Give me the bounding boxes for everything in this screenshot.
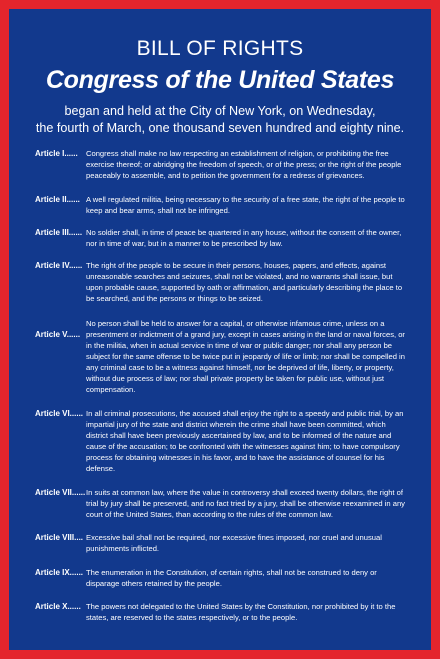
- article-8: [9, 532, 431, 554]
- intro-line: began and held at the City of New York, on Wednesday,: [64, 104, 376, 118]
- article-text: In suits at common law, where the value in controversy shall exceed twenty dollars, the right of trial by jury shall be preserved, and no fact tried by a jury, shall be otherwise reexamined in any court of the United States, than according to the rules of the common law.: [86, 488, 405, 519]
- article-10: [9, 601, 431, 623]
- article-text: The right of the people to be secure in their persons, houses, papers, and effects, against unreasonable searches and seizures, shall not be violated, and no warrants shall issue, but upon probable cause, supported by oath or affirmation, and particularly describing the place to be searched, and the persons or things to be seized.: [86, 261, 403, 303]
- intro-line: the fourth of March, one thousand seven hundred and eighty nine.: [35, 121, 405, 135]
- article-text: The powers not delegated to the United States by the Constitution, nor prohibited by it to the states, are reserved to the states respectively, or to the people.: [86, 602, 396, 622]
- articles-list: [9, 148, 431, 623]
- article-label: Article I......: [35, 149, 78, 158]
- article-text: Excessive bail shall not be required, nor excessive fines imposed, nor cruel and unusual punishments inflicted.: [86, 533, 382, 553]
- article-text: A well regulated militia, being necessary to the security of a free state, the right of the people to keep and bear arms, shall not be infringed.: [86, 195, 405, 215]
- article-label: Article III......: [35, 228, 83, 237]
- article-7: [9, 487, 431, 520]
- bill-of-rights-poster: [9, 9, 431, 650]
- article-label: Article V......: [35, 330, 81, 339]
- article-1: [9, 148, 431, 181]
- article-label: Article VIII....: [35, 533, 84, 542]
- article-text: Congress shall make no law respecting an establishment of religion, or prohibiting the free exercise thereof; or abridging the freedom of speech, or of the press; or the right of the people peaceably to assemble, and to petition the government for a redress of grievances.: [86, 149, 402, 180]
- poster-subtitle: Congress of the United States: [45, 66, 395, 94]
- article-9: [9, 567, 431, 589]
- article-2: [9, 194, 431, 216]
- poster-title: BILL OF RIGHTS: [136, 37, 304, 60]
- article-label: Article VII......: [35, 488, 86, 497]
- article-text: The enumeration in the Constitution, of certain rights, shall not be construed to deny or disparage others retained by the people.: [86, 568, 377, 588]
- article-4: [9, 260, 431, 304]
- article-label: Article IX......: [35, 568, 84, 577]
- article-text: No person shall be held to answer for a capital, or otherwise infamous crime, unless on a presentment or indictment of a grand jury, except in cases arising in the land or naval forces, or in the militia, when in actual service in time of war or public danger; nor shall any person be subject for the same offense to be twice put in jeopardy of life or limb; nor shall be compelled in any criminal case to be a witness against himself, nor be deprived of life, liberty, or property, without due process of law; nor shall private property be taken for public use, without just compensation.: [86, 319, 405, 394]
- article-text: No soldier shall, in time of peace be quartered in any house, without the consent of the owner, nor in time of war, but in a manner to be prescribed by law.: [86, 228, 402, 248]
- article-3: [9, 227, 431, 249]
- article-label: Article IV......: [35, 261, 83, 270]
- article-6: [9, 408, 431, 474]
- article-label: Article II......: [35, 195, 80, 204]
- article-text: In all criminal prosecutions, the accused shall enjoy the right to a speedy and public trial, by an impartial jury of the state and district wherein the crime shall have been committed, which district shall have been previously ascertained by law, and to be informed of the nature and cause of the accusation; to be confronted with the witnesses against him; to have compulsory process for obtaining witnesses in his favor, and to have the assistance of counsel for his defense.: [86, 409, 404, 473]
- article-5: [9, 318, 431, 395]
- article-label: Article VI......: [35, 409, 84, 418]
- intro-text: [9, 103, 431, 137]
- article-label: Article X......: [35, 602, 81, 611]
